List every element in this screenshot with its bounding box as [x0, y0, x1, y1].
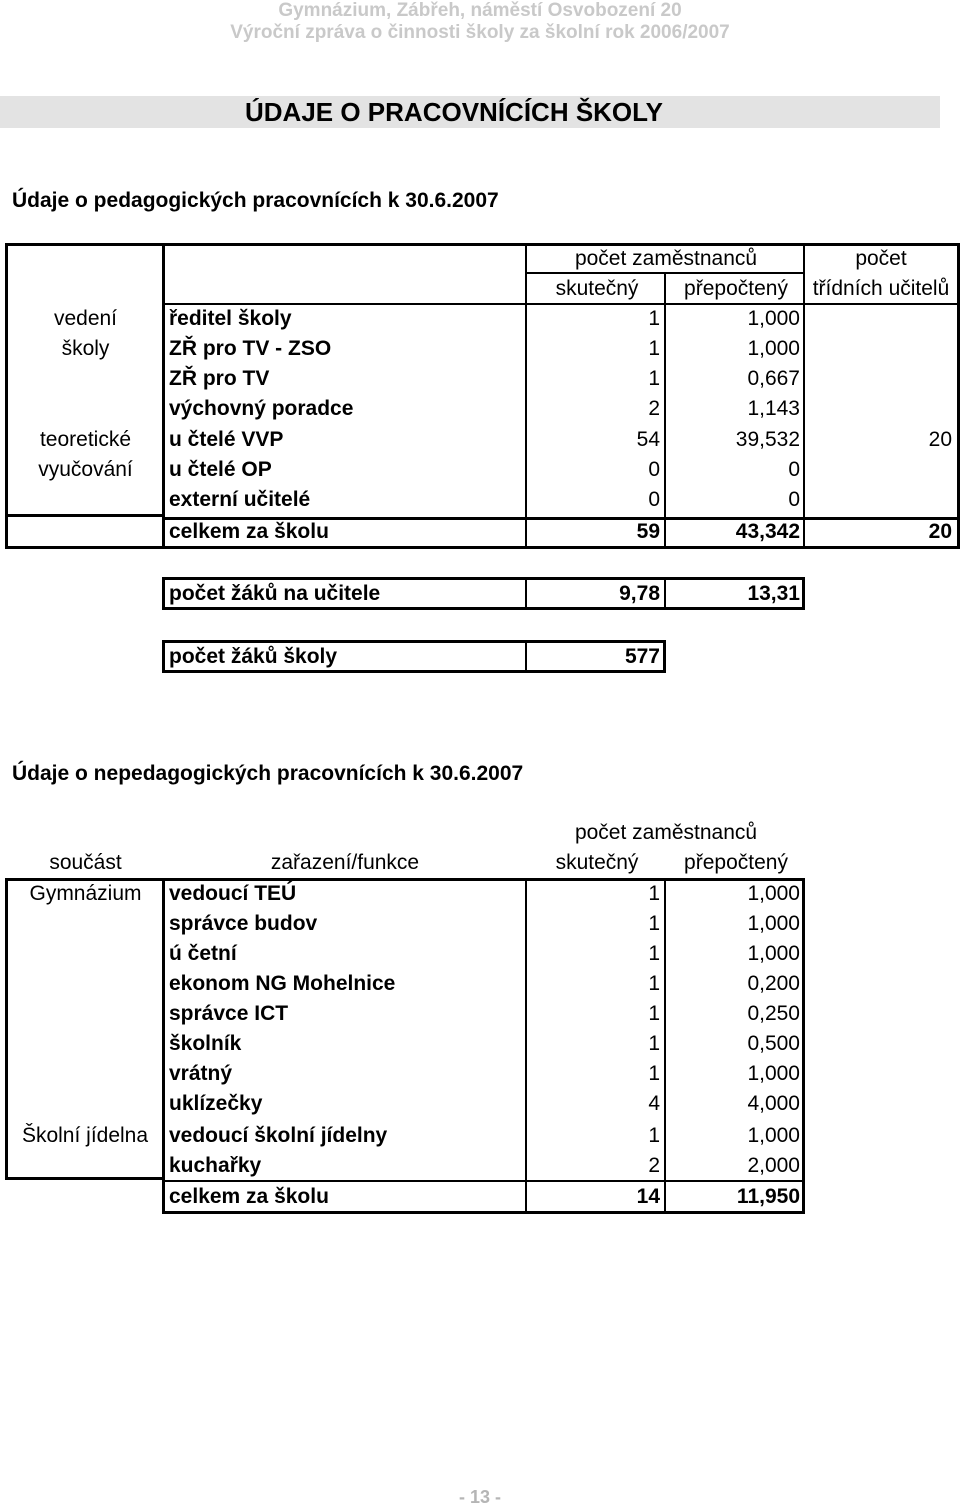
ped-col-class-2: třídních učitelů: [812, 277, 950, 300]
ped-divider-conv: [664, 273, 666, 549]
ped-category-mgmt-2: školy: [61, 337, 110, 360]
ratio-real: 9,78: [619, 582, 660, 605]
nonped-row-conv: 0,250: [747, 1002, 800, 1025]
ped-heading: Údaje o pedagogických pracovnících k 30.6.2007: [12, 189, 499, 212]
nonped-row-label: vrátný: [169, 1062, 233, 1085]
section-title: ÚDAJE O PRACOVNÍCÍCH ŠKOLY: [245, 97, 663, 127]
nonped-row-real: 1: [648, 912, 660, 935]
nonped-row-real: 1: [648, 1002, 660, 1025]
ped-row-label: ředitel školy: [169, 307, 292, 330]
nonped-row-conv: 2,000: [747, 1154, 800, 1177]
ped-row-label: ZŘ pro TV - ZSO: [169, 337, 332, 360]
pupils-label: počet žáků školy: [169, 645, 338, 668]
ped-row-real: 1: [648, 337, 660, 360]
nonped-row-real: 4: [648, 1092, 660, 1115]
header-school-name: Gymnázium, Zábřeh, náměstí Osvobození 20: [278, 0, 682, 21]
ped-row-conv: 0: [788, 488, 800, 511]
ped-row-label: externí učitelé: [169, 488, 311, 511]
nonped-divider-conv: [664, 878, 666, 1214]
nonped-row-conv: 1,000: [747, 942, 800, 965]
ped-col-conv: přepočtený: [684, 277, 788, 300]
nonped-total-label: celkem za školu: [169, 1185, 329, 1208]
ped-col-group: počet zaměstnanců: [574, 247, 758, 270]
nonped-row-real: 1: [648, 942, 660, 965]
ratio-divider-2: [664, 577, 666, 610]
nonped-col-role: zařazení/funkce: [270, 851, 420, 874]
ped-col-class-1: počet: [855, 247, 907, 270]
page-number: - 13 -: [458, 1487, 501, 1507]
nonped-row-label: školník: [169, 1032, 242, 1055]
ped-row-class: 20: [928, 428, 952, 451]
ped-row-label: ZŘ pro TV: [169, 367, 270, 390]
nonped-row-conv: 1,000: [747, 882, 800, 905]
ped-category-mgmt-1: vedení: [53, 307, 118, 330]
ped-total-conv: 43,342: [735, 520, 800, 543]
nonped-row-real: 2: [648, 1154, 660, 1177]
ped-total-class: 20: [928, 520, 952, 543]
ped-row-real: 1: [648, 367, 660, 390]
ped-row-conv: 1,143: [747, 397, 800, 420]
nonped-row-real: 1: [648, 1032, 660, 1055]
nonped-row-label: uklízečky: [169, 1092, 263, 1115]
ped-header-subline: [525, 272, 805, 274]
ped-row-real: 54: [636, 428, 660, 451]
ped-col-real: skutečný: [555, 277, 639, 300]
nonped-row-real: 1: [648, 882, 660, 905]
nonped-part-jidelna: Školní jídelna: [21, 1124, 149, 1147]
nonped-row-real: 1: [648, 1124, 660, 1147]
section-banner: [0, 96, 940, 128]
ped-divider-class: [803, 243, 805, 549]
nonped-row-conv: 1,000: [747, 912, 800, 935]
nonped-row-conv: 0,500: [747, 1032, 800, 1055]
nonped-row-label: vedoucí školní jídelny: [169, 1124, 388, 1147]
pupils-value: 577: [624, 645, 660, 668]
ped-row-conv: 39,532: [735, 428, 800, 451]
nonped-total-conv: 11,950: [736, 1185, 800, 1208]
nonped-col-group: počet zaměstnanců: [574, 821, 758, 844]
nonped-row-label: ú četní: [169, 942, 237, 965]
nonped-row-conv: 1,000: [747, 1124, 800, 1147]
ped-row-label: výchovný poradce: [169, 397, 354, 420]
nonped-row-label: kuchařky: [169, 1154, 262, 1177]
nonped-row-real: 1: [648, 1062, 660, 1085]
ped-row-label: u čtelé VVP: [169, 428, 284, 451]
nonped-heading: Údaje o nepedagogických pracovnících k 30.6.2007: [12, 762, 524, 785]
ped-row-label: u čtelé OP: [169, 458, 272, 481]
ped-category-teach-2: vyučování: [38, 458, 133, 481]
ped-row-conv: 0,667: [747, 367, 800, 390]
ratio-conv: 13,31: [747, 582, 800, 605]
ped-row-conv: 1,000: [747, 337, 800, 360]
nonped-row-label: správce budov: [169, 912, 318, 935]
header-report-title: Výroční zpráva o činnosti školy za školní rok 2006/2007: [230, 22, 730, 43]
ped-total-real: 59: [636, 520, 660, 543]
nonped-row-label: správce ICT: [169, 1002, 289, 1025]
nonped-total-real: 14: [636, 1185, 660, 1208]
nonped-col-conv: přepočtený: [684, 851, 788, 874]
nonped-row-real: 1: [648, 972, 660, 995]
ped-row-real: 0: [648, 458, 660, 481]
nonped-row-label: vedoucí TEÚ: [169, 882, 297, 905]
ped-row-conv: 0: [788, 458, 800, 481]
ped-category-teach-1: teoretické: [39, 428, 132, 451]
nonped-part-gymnazium: Gymnázium: [29, 882, 142, 905]
nonped-col-part: součást: [49, 851, 122, 874]
ped-row-real: 1: [648, 307, 660, 330]
ped-row-conv: 1,000: [747, 307, 800, 330]
ped-total-label: celkem za školu: [169, 520, 329, 543]
nonped-row-conv: 0,200: [747, 972, 800, 995]
nonped-row-conv: 1,000: [747, 1062, 800, 1085]
nonped-col-real: skutečný: [555, 851, 639, 874]
nonped-row-conv: 4,000: [747, 1092, 800, 1115]
ratio-label: počet žáků na učitele: [169, 582, 381, 605]
nonped-row-label: ekonom NG Mohelnice: [169, 972, 396, 995]
ped-row-real: 0: [648, 488, 660, 511]
ped-row-real: 2: [648, 397, 660, 420]
